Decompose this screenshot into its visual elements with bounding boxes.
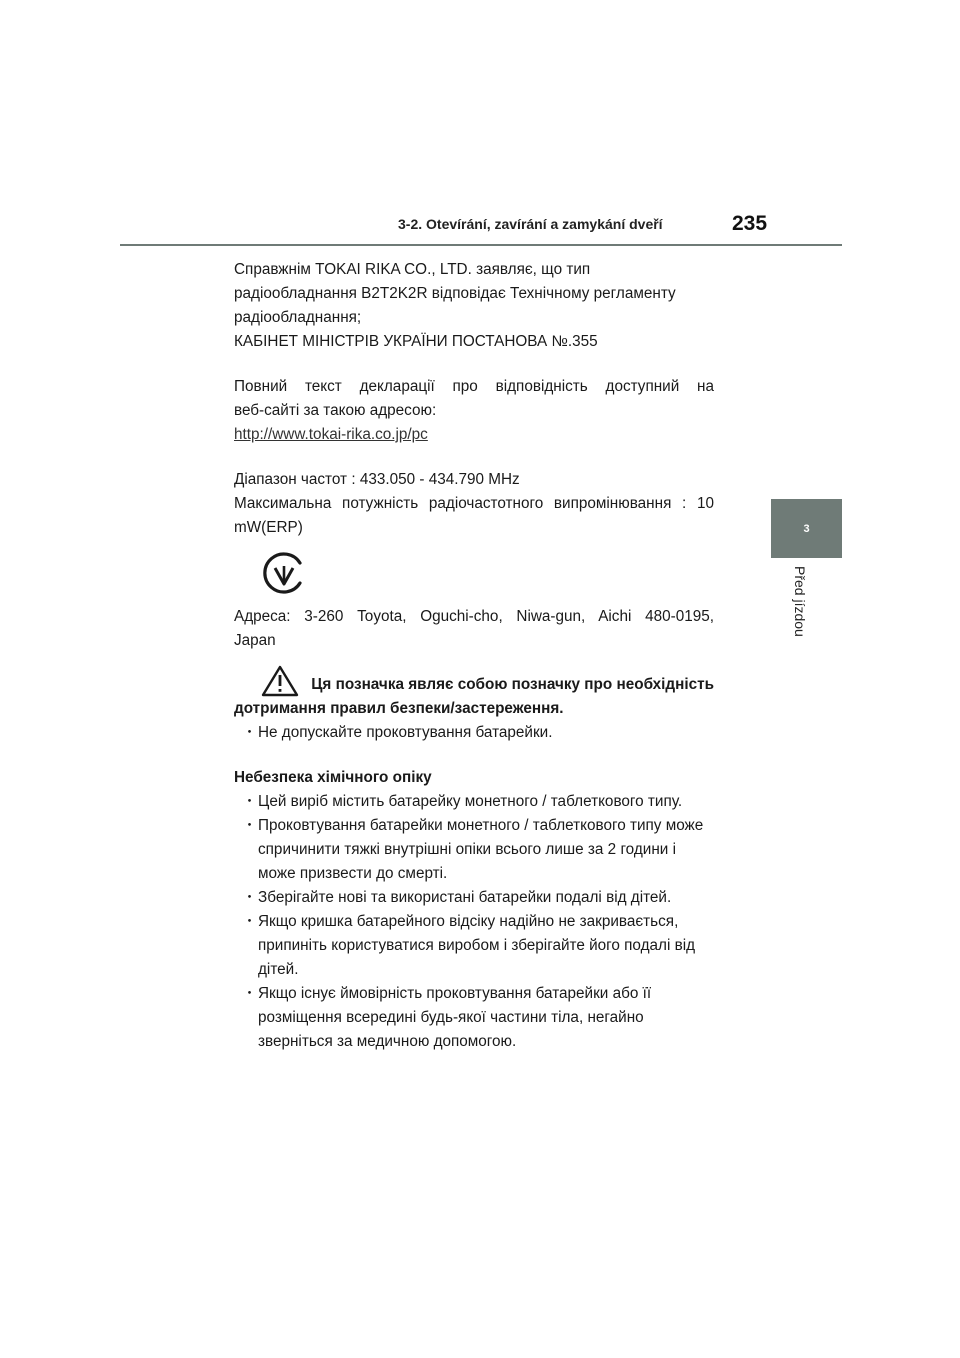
- max-power-line: mW(ERP): [234, 519, 303, 536]
- ukrainian-conformity-mark-icon: [260, 549, 308, 597]
- max-power-line: Максимальна потужність радіочастотного випромінювання : 10: [234, 495, 714, 512]
- chapter-tab[interactable]: [771, 499, 842, 558]
- list-item: [234, 886, 714, 910]
- hazard-bullet-text: Зберігайте нові та використані батарейки подалі від дітей.: [258, 889, 672, 906]
- bullet-mark: ・: [241, 817, 258, 834]
- warning-bullet-text: Не допускайте проковтування батарейки.: [258, 724, 553, 741]
- hazard-title: Небезпека хімічного опіку: [234, 769, 432, 786]
- address-line: Адреса: 3-260 Toyota, Oguchi-cho, Niwa-gun, Aichi 480-0195,: [234, 608, 714, 625]
- page-number: 235: [732, 212, 768, 235]
- warning-triangle-icon: [261, 665, 299, 697]
- hazard-bullet-text: Цей виріб містить батарейку монетного / таблеткового типу.: [258, 793, 683, 810]
- section-title: 3-2. Otevírání, zavírání a zamykání dveří: [398, 216, 663, 232]
- declaration-line: Справжнім TOKAI RIKA CO., LTD. заявляє, що тип: [234, 261, 591, 278]
- hazard-bullet-text: Якщо існує ймовірність проковтування батарейки або її розміщення всередині будь-якої частини тіла, негайно зверніться за медичною допомогою.: [258, 985, 652, 1050]
- page-content: [234, 258, 714, 1054]
- hazard-bullet-text: Якщо кришка батарейного відсіку надійно не закривається, припиніть користуватися виробом і зберігайте його подалі від дітей.: [258, 913, 696, 978]
- full-text-line: Повний текст декларації про відповідність доступний на: [234, 378, 714, 395]
- warning-heading: [234, 665, 714, 721]
- warning-line: дотримання правил безпеки/застереження.: [234, 700, 564, 717]
- bullet-mark: ・: [241, 793, 258, 810]
- full-text-line: веб-сайті за такою адресою:: [234, 402, 437, 419]
- list-item: [234, 721, 714, 745]
- bullet-mark: ・: [241, 913, 258, 930]
- chapter-number: 3: [803, 522, 810, 535]
- frequency-range: Діапазон частот : 433.050 - 434.790 MHz: [234, 471, 520, 488]
- chapter-label: Před jízdou: [792, 566, 808, 637]
- declaration-line: радіообладнання B2T2K2R відповідає Технічному регламенту: [234, 285, 676, 302]
- list-item: [234, 790, 714, 814]
- bullet-mark: ・: [241, 889, 258, 906]
- declaration-line: КАБІНЕТ МІНІСТРІВ УКРАЇНИ ПОСТАНОВА №.355: [234, 333, 598, 350]
- list-item: [234, 982, 714, 1054]
- declaration-url-link[interactable]: http://www.tokai-rika.co.jp/pc: [234, 426, 428, 443]
- bullet-mark: ・: [241, 985, 258, 1002]
- warning-line: Ця позначка являє собою позначку про необхідність: [311, 676, 714, 693]
- header-divider: [120, 244, 842, 246]
- bullet-mark: ・: [241, 724, 258, 741]
- list-item: [234, 814, 714, 886]
- declaration-line: радіообладнання;: [234, 309, 362, 326]
- hazard-bullet-text: Проковтування батарейки монетного / таблеткового типу може спричинити тяжкі внутрішні опіки всього лише за 2 години і може призвести до смерті.: [258, 817, 704, 882]
- address-line: Japan: [234, 632, 276, 649]
- list-item: [234, 910, 714, 982]
